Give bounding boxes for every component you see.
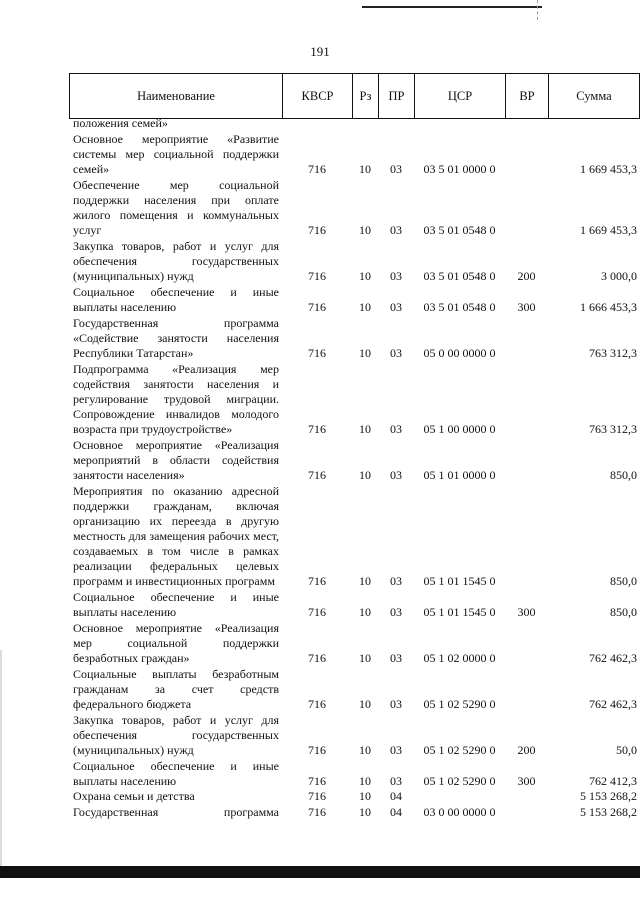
row-sum: 762 412,3 bbox=[589, 774, 637, 788]
top-edge-line bbox=[362, 6, 542, 8]
row-rz: 10 bbox=[359, 468, 371, 482]
row-csr: 03 5 01 0000 0 bbox=[423, 162, 496, 176]
row-rz: 10 bbox=[359, 697, 371, 711]
row-name: Основное мероприятие «Реализация мероприятий в области содействия занятости населения» bbox=[73, 438, 279, 482]
row-sum: 3 000,0 bbox=[601, 269, 637, 283]
row-rz: 10 bbox=[359, 223, 371, 237]
row-name: Основное мероприятие «Реализация мер социальной поддержки безработных граждан» bbox=[73, 621, 279, 665]
row-rz: 10 bbox=[359, 651, 371, 665]
row-csr: 03 5 01 0548 0 bbox=[423, 300, 496, 314]
row-rz: 10 bbox=[359, 162, 371, 176]
row-sum: 1 666 453,3 bbox=[580, 300, 637, 314]
row-name: положения семей» bbox=[73, 116, 168, 130]
table-row bbox=[69, 590, 639, 620]
row-name: Мероприятия по оказанию адресной поддержки гражданам, включая организацию их переезда в другую местность для замещения рабочих мест, создаваемых в том числе в рамках реализации федеральных целевых программ и инвестиционных программ bbox=[73, 484, 279, 588]
header-kvsr: КВСР bbox=[283, 74, 353, 119]
margin-dash bbox=[537, 0, 538, 20]
row-pr: 04 bbox=[390, 805, 402, 819]
row-csr: 05 1 01 1545 0 bbox=[423, 574, 496, 588]
table-row bbox=[69, 667, 639, 712]
header-vr: ВР bbox=[506, 74, 549, 119]
row-name: Государственная программа bbox=[73, 805, 279, 819]
row-sum: 1 669 453,3 bbox=[580, 223, 637, 237]
row-rz: 10 bbox=[359, 774, 371, 788]
row-kvsr: 716 bbox=[308, 574, 326, 588]
row-pr: 03 bbox=[390, 300, 402, 314]
row-pr: 03 bbox=[390, 223, 402, 237]
row-name: Социальное обеспечение и иные выплаты населению bbox=[73, 759, 279, 788]
row-kvsr: 716 bbox=[308, 697, 326, 711]
table-row bbox=[69, 713, 639, 758]
header-rz: Рз bbox=[353, 74, 379, 119]
row-rz: 10 bbox=[359, 269, 371, 283]
scan-bottom-band bbox=[0, 866, 640, 878]
row-csr: 03 5 01 0548 0 bbox=[423, 269, 496, 283]
row-sum: 5 153 268,2 bbox=[580, 805, 637, 819]
row-name: Основное мероприятие «Развитие системы мер социальной поддержки семей» bbox=[73, 132, 279, 176]
row-sum: 763 312,3 bbox=[589, 422, 637, 436]
row-pr: 03 bbox=[390, 697, 402, 711]
row-kvsr: 716 bbox=[308, 805, 326, 819]
page-number: 191 bbox=[310, 44, 330, 59]
row-kvsr: 716 bbox=[308, 223, 326, 237]
row-csr: 05 1 01 0000 0 bbox=[423, 468, 496, 482]
table-row bbox=[69, 805, 639, 820]
row-pr: 03 bbox=[390, 774, 402, 788]
row-kvsr: 716 bbox=[308, 468, 326, 482]
row-name: Государственная программа «Содействие занятости населения Республики Татарстан» bbox=[73, 316, 279, 360]
table-row bbox=[69, 316, 639, 361]
table-row bbox=[69, 789, 639, 804]
row-sum: 5 153 268,2 bbox=[580, 789, 637, 803]
row-rz: 10 bbox=[359, 574, 371, 588]
row-vr: 300 bbox=[517, 300, 536, 314]
table-row bbox=[69, 285, 639, 315]
table-row bbox=[69, 239, 639, 284]
row-sum: 762 462,3 bbox=[589, 697, 637, 711]
table-header bbox=[69, 73, 640, 119]
row-pr: 03 bbox=[390, 269, 402, 283]
row-sum: 1 669 453,3 bbox=[580, 162, 637, 176]
scan-bottom-margin bbox=[0, 878, 640, 905]
row-name: Обеспечение мер социальной поддержки населения при оплате жилого помещения и коммунальных услуг bbox=[73, 178, 279, 237]
row-csr: 05 1 02 0000 0 bbox=[423, 651, 496, 665]
row-name: Закупка товаров, работ и услуг для обеспечения государственных (муниципальных) нужд bbox=[73, 713, 279, 757]
row-kvsr: 716 bbox=[308, 605, 326, 619]
header-name: Наименование bbox=[70, 74, 283, 119]
row-kvsr: 716 bbox=[308, 743, 326, 757]
row-sum: 50,0 bbox=[616, 743, 637, 757]
row-pr: 03 bbox=[390, 743, 402, 757]
row-rz: 10 bbox=[359, 805, 371, 819]
table-row bbox=[69, 362, 639, 437]
row-kvsr: 716 bbox=[308, 651, 326, 665]
row-name: Закупка товаров, работ и услуг для обеспечения государственных (муниципальных) нужд bbox=[73, 239, 279, 283]
row-vr: 200 bbox=[517, 743, 536, 757]
row-pr: 03 bbox=[390, 605, 402, 619]
table-row bbox=[69, 759, 639, 789]
row-csr: 03 0 00 0000 0 bbox=[423, 805, 496, 819]
row-kvsr: 716 bbox=[308, 162, 326, 176]
row-pr: 03 bbox=[390, 651, 402, 665]
row-rz: 10 bbox=[359, 346, 371, 360]
row-kvsr: 716 bbox=[308, 346, 326, 360]
header-sum: Сумма bbox=[549, 74, 640, 119]
row-csr: 05 1 02 5290 0 bbox=[423, 774, 496, 788]
table-row bbox=[69, 178, 639, 238]
row-name: Подпрограмма «Реализация мер содействия занятости населения и регулирование трудовой миграции. Сопровождение инвалидов молодого возраста при трудоустройстве» bbox=[73, 362, 279, 436]
table-row bbox=[69, 132, 639, 177]
row-csr: 03 5 01 0548 0 bbox=[423, 223, 496, 237]
row-csr: 05 1 00 0000 0 bbox=[423, 422, 496, 436]
row-sum: 763 312,3 bbox=[589, 346, 637, 360]
row-rz: 10 bbox=[359, 605, 371, 619]
row-pr: 03 bbox=[390, 574, 402, 588]
row-pr: 03 bbox=[390, 422, 402, 436]
row-name: Социальные выплаты безработным гражданам за счет средств федерального бюджета bbox=[73, 667, 279, 711]
row-pr: 03 bbox=[390, 346, 402, 360]
row-rz: 10 bbox=[359, 743, 371, 757]
row-sum: 850,0 bbox=[610, 574, 637, 588]
table-body bbox=[69, 116, 639, 820]
row-rz: 10 bbox=[359, 422, 371, 436]
row-csr: 05 1 02 5290 0 bbox=[423, 743, 496, 757]
row-sum: 850,0 bbox=[610, 468, 637, 482]
row-rz: 10 bbox=[359, 300, 371, 314]
row-sum: 850,0 bbox=[610, 605, 637, 619]
row-kvsr: 716 bbox=[308, 789, 326, 803]
row-sum: 762 462,3 bbox=[589, 651, 637, 665]
row-pr: 03 bbox=[390, 468, 402, 482]
table-row bbox=[69, 116, 639, 131]
row-pr: 04 bbox=[390, 789, 402, 803]
row-csr: 05 1 02 5290 0 bbox=[423, 697, 496, 711]
row-name: Охрана семьи и детства bbox=[73, 789, 195, 803]
row-vr: 300 bbox=[517, 605, 536, 619]
header-csr: ЦСР bbox=[415, 74, 506, 119]
row-csr: 05 1 01 1545 0 bbox=[423, 605, 496, 619]
table-row bbox=[69, 621, 639, 666]
table-row bbox=[69, 438, 639, 483]
row-kvsr: 716 bbox=[308, 300, 326, 314]
row-csr: 05 0 00 0000 0 bbox=[423, 346, 496, 360]
row-kvsr: 716 bbox=[308, 269, 326, 283]
table-row bbox=[69, 484, 639, 589]
row-pr: 03 bbox=[390, 162, 402, 176]
row-kvsr: 716 bbox=[308, 774, 326, 788]
row-name: Социальное обеспечение и иные выплаты населению bbox=[73, 590, 279, 619]
row-vr: 300 bbox=[517, 774, 536, 788]
row-kvsr: 716 bbox=[308, 422, 326, 436]
scan-edge bbox=[0, 650, 2, 870]
row-rz: 10 bbox=[359, 789, 371, 803]
row-name: Социальное обеспечение и иные выплаты населению bbox=[73, 285, 279, 314]
header-pr: ПР bbox=[379, 74, 415, 119]
row-vr: 200 bbox=[517, 269, 536, 283]
